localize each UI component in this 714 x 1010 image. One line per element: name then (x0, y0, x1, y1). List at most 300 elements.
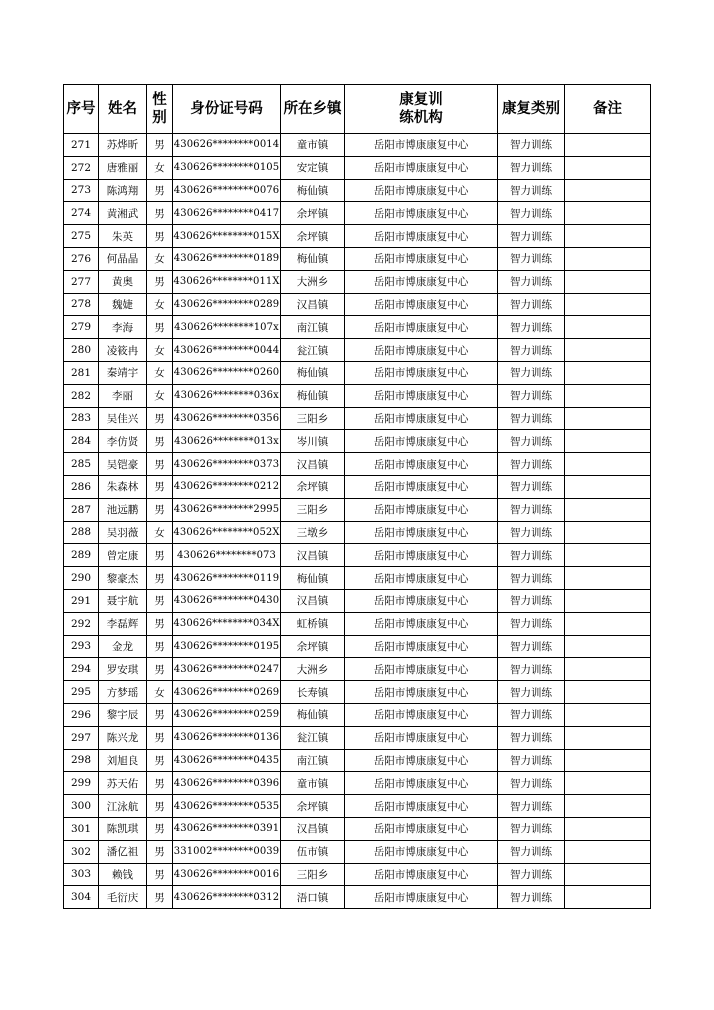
cell-town: 伍市镇 (281, 840, 345, 863)
cell-gender: 男 (147, 430, 173, 453)
cell-category: 智力训练 (498, 407, 565, 430)
cell-gender: 男 (147, 658, 173, 681)
cell-institution: 岳阳市博康康复中心 (345, 430, 498, 453)
table-row (64, 703, 651, 726)
cell-name: 苏烨昕 (99, 134, 147, 157)
cell-name: 唐雅丽 (99, 156, 147, 179)
cell-name: 黄奥 (99, 270, 147, 293)
cell-id-number: 430626********107x (173, 316, 281, 339)
cell-institution: 岳阳市博康康复中心 (345, 293, 498, 316)
table-row (64, 339, 651, 362)
cell-town: 余坪镇 (281, 225, 345, 248)
cell-category: 智力训练 (498, 886, 565, 909)
cell-institution: 岳阳市博康康复中心 (345, 453, 498, 476)
cell-remark (565, 407, 651, 430)
cell-id-number: 430626********0430 (173, 589, 281, 612)
cell-name: 陈兴龙 (99, 726, 147, 749)
cell-remark (565, 726, 651, 749)
cell-institution: 岳阳市博康康复中心 (345, 749, 498, 772)
cell-remark (565, 179, 651, 202)
cell-gender: 女 (147, 681, 173, 704)
cell-name: 黄湘武 (99, 202, 147, 225)
table-row (64, 589, 651, 612)
cell-category: 智力训练 (498, 361, 565, 384)
cell-gender: 女 (147, 293, 173, 316)
cell-name: 黎豪杰 (99, 567, 147, 590)
cell-category: 智力训练 (498, 726, 565, 749)
cell-town: 大洲乡 (281, 270, 345, 293)
cell-town: 汉昌镇 (281, 544, 345, 567)
cell-seq: 288 (64, 521, 99, 544)
table-row (64, 521, 651, 544)
cell-category: 智力训练 (498, 316, 565, 339)
cell-id-number: 430626********2995 (173, 498, 281, 521)
cell-institution: 岳阳市博康康复中心 (345, 225, 498, 248)
cell-category: 智力训练 (498, 156, 565, 179)
cell-remark (565, 453, 651, 476)
cell-town: 长寿镇 (281, 681, 345, 704)
cell-gender: 男 (147, 567, 173, 590)
cell-institution: 岳阳市博康康复中心 (345, 270, 498, 293)
cell-name: 吴铠豪 (99, 453, 147, 476)
cell-town: 三阳乡 (281, 498, 345, 521)
cell-name: 何晶晶 (99, 247, 147, 270)
cell-gender: 女 (147, 339, 173, 362)
cell-remark (565, 316, 651, 339)
cell-remark (565, 361, 651, 384)
cell-seq: 279 (64, 316, 99, 339)
cell-remark (565, 544, 651, 567)
cell-id-number: 430626********011X (173, 270, 281, 293)
cell-seq: 298 (64, 749, 99, 772)
cell-town: 童市镇 (281, 134, 345, 157)
cell-gender: 男 (147, 498, 173, 521)
cell-remark (565, 703, 651, 726)
cell-id-number: 430626********0105 (173, 156, 281, 179)
table-row (64, 430, 651, 453)
cell-category: 智力训练 (498, 635, 565, 658)
cell-id-number: 430626********052X (173, 521, 281, 544)
table-row (64, 384, 651, 407)
cell-gender: 男 (147, 407, 173, 430)
cell-town: 梅仙镇 (281, 361, 345, 384)
cell-remark (565, 384, 651, 407)
cell-id-number: 430626********0136 (173, 726, 281, 749)
cell-category: 智力训练 (498, 681, 565, 704)
cell-category: 智力训练 (498, 544, 565, 567)
cell-remark (565, 134, 651, 157)
cell-town: 梅仙镇 (281, 567, 345, 590)
cell-gender: 男 (147, 179, 173, 202)
cell-remark (565, 225, 651, 248)
cell-seq: 286 (64, 475, 99, 498)
cell-category: 智力训练 (498, 134, 565, 157)
cell-remark (565, 612, 651, 635)
cell-gender: 男 (147, 840, 173, 863)
cell-name: 潘亿祖 (99, 840, 147, 863)
cell-id-number: 430626********0189 (173, 247, 281, 270)
cell-seq: 293 (64, 635, 99, 658)
cell-institution: 岳阳市博康康复中心 (345, 339, 498, 362)
cell-remark (565, 772, 651, 795)
cell-town: 瓮江镇 (281, 339, 345, 362)
cell-town: 余坪镇 (281, 635, 345, 658)
header-institution (345, 85, 498, 134)
cell-name: 秦靖宇 (99, 361, 147, 384)
cell-town: 安定镇 (281, 156, 345, 179)
cell-id-number: 430626********073 (173, 544, 281, 567)
cell-name: 魏婕 (99, 293, 147, 316)
cell-name: 朱森林 (99, 475, 147, 498)
cell-id-number: 430626********0119 (173, 567, 281, 590)
cell-remark (565, 863, 651, 886)
cell-institution: 岳阳市博康康复中心 (345, 658, 498, 681)
cell-name: 李海 (99, 316, 147, 339)
table-row (64, 681, 651, 704)
cell-category: 智力训练 (498, 817, 565, 840)
table-row (64, 453, 651, 476)
cell-category: 智力训练 (498, 589, 565, 612)
cell-name: 曾定康 (99, 544, 147, 567)
cell-name: 凌筱冉 (99, 339, 147, 362)
table-row (64, 247, 651, 270)
cell-remark (565, 886, 651, 909)
cell-name: 陈鸿翔 (99, 179, 147, 202)
cell-gender: 男 (147, 225, 173, 248)
cell-institution: 岳阳市博康康复中心 (345, 384, 498, 407)
cell-gender: 男 (147, 817, 173, 840)
cell-institution: 岳阳市博康康复中心 (345, 202, 498, 225)
cell-id-number: 430626********034X (173, 612, 281, 635)
cell-institution: 岳阳市博康康复中心 (345, 589, 498, 612)
cell-gender: 男 (147, 772, 173, 795)
cell-name: 李仿贤 (99, 430, 147, 453)
cell-institution: 岳阳市博康康复中心 (345, 156, 498, 179)
cell-town: 大洲乡 (281, 658, 345, 681)
cell-gender: 女 (147, 156, 173, 179)
table-row (64, 635, 651, 658)
cell-town: 童市镇 (281, 772, 345, 795)
table-row (64, 726, 651, 749)
cell-seq: 283 (64, 407, 99, 430)
cell-id-number: 430626********0044 (173, 339, 281, 362)
cell-id-number: 430626********0396 (173, 772, 281, 795)
cell-remark (565, 156, 651, 179)
table-row (64, 316, 651, 339)
cell-institution: 岳阳市博康康复中心 (345, 681, 498, 704)
cell-id-number: 430626********013x (173, 430, 281, 453)
table-row (64, 567, 651, 590)
header-seq: 序号 (64, 85, 99, 134)
cell-category: 智力训练 (498, 453, 565, 476)
cell-seq: 299 (64, 772, 99, 795)
table-row (64, 202, 651, 225)
cell-remark (565, 521, 651, 544)
cell-category: 智力训练 (498, 521, 565, 544)
cell-id-number: 430626********0373 (173, 453, 281, 476)
cell-id-number: 430626********036x (173, 384, 281, 407)
cell-seq: 284 (64, 430, 99, 453)
table-row (64, 612, 651, 635)
cell-institution: 岳阳市博康康复中心 (345, 772, 498, 795)
cell-category: 智力训练 (498, 567, 565, 590)
cell-town: 汉昌镇 (281, 817, 345, 840)
cell-town: 余坪镇 (281, 475, 345, 498)
cell-id-number: 430626********0535 (173, 795, 281, 818)
cell-seq: 291 (64, 589, 99, 612)
table-row (64, 772, 651, 795)
cell-gender: 男 (147, 749, 173, 772)
cell-town: 梅仙镇 (281, 179, 345, 202)
cell-id-number: 430626********015X (173, 225, 281, 248)
cell-category: 智力训练 (498, 658, 565, 681)
cell-town: 汉昌镇 (281, 293, 345, 316)
cell-id-number: 331002********0039 (173, 840, 281, 863)
header-row (64, 85, 651, 134)
cell-name: 李磊辉 (99, 612, 147, 635)
rehab-roster-table (63, 84, 651, 909)
cell-seq: 289 (64, 544, 99, 567)
cell-remark (565, 475, 651, 498)
cell-name: 朱英 (99, 225, 147, 248)
cell-gender: 男 (147, 134, 173, 157)
cell-category: 智力训练 (498, 703, 565, 726)
cell-town: 三阳乡 (281, 407, 345, 430)
header-institution-line1: 康复训 (399, 92, 443, 108)
cell-seq: 274 (64, 202, 99, 225)
cell-seq: 282 (64, 384, 99, 407)
header-gender: 性别 (147, 85, 173, 134)
cell-id-number: 430626********0269 (173, 681, 281, 704)
cell-name: 刘旭良 (99, 749, 147, 772)
cell-town: 梅仙镇 (281, 703, 345, 726)
cell-gender: 女 (147, 384, 173, 407)
cell-gender: 男 (147, 795, 173, 818)
cell-institution: 岳阳市博康康复中心 (345, 567, 498, 590)
cell-gender: 男 (147, 475, 173, 498)
cell-gender: 男 (147, 886, 173, 909)
cell-town: 瓮江镇 (281, 726, 345, 749)
cell-remark (565, 567, 651, 590)
cell-gender: 女 (147, 521, 173, 544)
cell-category: 智力训练 (498, 270, 565, 293)
cell-seq: 297 (64, 726, 99, 749)
table-row (64, 134, 651, 157)
cell-institution: 岳阳市博康康复中心 (345, 817, 498, 840)
cell-category: 智力训练 (498, 772, 565, 795)
cell-category: 智力训练 (498, 339, 565, 362)
cell-gender: 男 (147, 270, 173, 293)
cell-seq: 290 (64, 567, 99, 590)
cell-name: 池远鹏 (99, 498, 147, 521)
cell-name: 苏天佑 (99, 772, 147, 795)
cell-town: 三阳乡 (281, 863, 345, 886)
cell-name: 罗安琪 (99, 658, 147, 681)
cell-institution: 岳阳市博康康复中心 (345, 726, 498, 749)
table-row (64, 658, 651, 681)
cell-institution: 岳阳市博康康复中心 (345, 407, 498, 430)
cell-seq: 303 (64, 863, 99, 886)
table-row (64, 863, 651, 886)
table-row (64, 179, 651, 202)
cell-id-number: 430626********0016 (173, 863, 281, 886)
header-remark: 备注 (565, 85, 651, 134)
table-row (64, 749, 651, 772)
cell-gender: 男 (147, 863, 173, 886)
cell-gender: 男 (147, 544, 173, 567)
cell-remark (565, 658, 651, 681)
cell-category: 智力训练 (498, 612, 565, 635)
cell-gender: 男 (147, 635, 173, 658)
cell-name: 赖钱 (99, 863, 147, 886)
cell-institution: 岳阳市博康康复中心 (345, 612, 498, 635)
cell-seq: 272 (64, 156, 99, 179)
cell-category: 智力训练 (498, 430, 565, 453)
table-row (64, 886, 651, 909)
cell-seq: 280 (64, 339, 99, 362)
cell-remark (565, 293, 651, 316)
cell-id-number: 430626********0391 (173, 817, 281, 840)
cell-name: 李丽 (99, 384, 147, 407)
cell-seq: 285 (64, 453, 99, 476)
cell-seq: 295 (64, 681, 99, 704)
table-row (64, 293, 651, 316)
header-town: 所在乡镇 (281, 85, 345, 134)
table-row (64, 795, 651, 818)
cell-gender: 男 (147, 316, 173, 339)
cell-seq: 271 (64, 134, 99, 157)
header-name: 姓名 (99, 85, 147, 134)
cell-remark (565, 339, 651, 362)
cell-name: 吴佳兴 (99, 407, 147, 430)
cell-seq: 278 (64, 293, 99, 316)
cell-town: 浯口镇 (281, 886, 345, 909)
cell-institution: 岳阳市博康康复中心 (345, 795, 498, 818)
cell-institution: 岳阳市博康康复中心 (345, 840, 498, 863)
cell-remark (565, 202, 651, 225)
cell-category: 智力训练 (498, 202, 565, 225)
cell-id-number: 430626********0247 (173, 658, 281, 681)
cell-name: 江泳航 (99, 795, 147, 818)
table-body (64, 134, 651, 909)
cell-gender: 男 (147, 453, 173, 476)
cell-remark (565, 749, 651, 772)
cell-category: 智力训练 (498, 795, 565, 818)
cell-id-number: 430626********0356 (173, 407, 281, 430)
cell-id-number: 430626********0195 (173, 635, 281, 658)
cell-name: 聂宇航 (99, 589, 147, 612)
cell-institution: 岳阳市博康康复中心 (345, 703, 498, 726)
cell-town: 三墩乡 (281, 521, 345, 544)
cell-institution: 岳阳市博康康复中心 (345, 635, 498, 658)
cell-institution: 岳阳市博康康复中心 (345, 316, 498, 339)
table-row (64, 544, 651, 567)
cell-seq: 300 (64, 795, 99, 818)
cell-institution: 岳阳市博康康复中心 (345, 521, 498, 544)
cell-town: 南江镇 (281, 316, 345, 339)
cell-seq: 281 (64, 361, 99, 384)
header-id-number: 身份证号码 (173, 85, 281, 134)
cell-gender: 男 (147, 612, 173, 635)
cell-remark (565, 840, 651, 863)
header-category: 康复类别 (498, 85, 565, 134)
cell-category: 智力训练 (498, 179, 565, 202)
cell-seq: 302 (64, 840, 99, 863)
cell-remark (565, 430, 651, 453)
cell-town: 南江镇 (281, 749, 345, 772)
cell-seq: 273 (64, 179, 99, 202)
cell-id-number: 430626********0289 (173, 293, 281, 316)
cell-category: 智力训练 (498, 247, 565, 270)
cell-id-number: 430626********0435 (173, 749, 281, 772)
table-row (64, 407, 651, 430)
cell-seq: 277 (64, 270, 99, 293)
cell-institution: 岳阳市博康康复中心 (345, 863, 498, 886)
cell-gender: 女 (147, 247, 173, 270)
cell-name: 吴羽薇 (99, 521, 147, 544)
cell-category: 智力训练 (498, 863, 565, 886)
cell-institution: 岳阳市博康康复中心 (345, 475, 498, 498)
header-institution-line2: 练机构 (399, 110, 443, 126)
cell-town: 梅仙镇 (281, 247, 345, 270)
cell-gender: 女 (147, 361, 173, 384)
cell-remark (565, 635, 651, 658)
cell-id-number: 430626********0212 (173, 475, 281, 498)
cell-category: 智力训练 (498, 749, 565, 772)
cell-institution: 岳阳市博康康复中心 (345, 134, 498, 157)
cell-id-number: 430626********0259 (173, 703, 281, 726)
cell-seq: 275 (64, 225, 99, 248)
cell-seq: 287 (64, 498, 99, 521)
cell-town: 虹桥镇 (281, 612, 345, 635)
cell-id-number: 430626********0260 (173, 361, 281, 384)
cell-institution: 岳阳市博康康复中心 (345, 247, 498, 270)
cell-town: 余坪镇 (281, 795, 345, 818)
cell-remark (565, 795, 651, 818)
cell-id-number: 430626********0417 (173, 202, 281, 225)
cell-gender: 男 (147, 589, 173, 612)
cell-institution: 岳阳市博康康复中心 (345, 179, 498, 202)
cell-id-number: 430626********0312 (173, 886, 281, 909)
cell-town: 汉昌镇 (281, 589, 345, 612)
cell-gender: 男 (147, 202, 173, 225)
cell-institution: 岳阳市博康康复中心 (345, 361, 498, 384)
cell-institution: 岳阳市博康康复中心 (345, 544, 498, 567)
cell-town: 梅仙镇 (281, 384, 345, 407)
cell-remark (565, 817, 651, 840)
cell-remark (565, 498, 651, 521)
table-row (64, 498, 651, 521)
table-row (64, 475, 651, 498)
table-row (64, 225, 651, 248)
table-row (64, 840, 651, 863)
cell-remark (565, 270, 651, 293)
cell-town: 岑川镇 (281, 430, 345, 453)
cell-institution: 岳阳市博康康复中心 (345, 886, 498, 909)
cell-gender: 男 (147, 726, 173, 749)
cell-name: 黎宇辰 (99, 703, 147, 726)
cell-id-number: 430626********0014 (173, 134, 281, 157)
cell-remark (565, 589, 651, 612)
cell-seq: 304 (64, 886, 99, 909)
cell-category: 智力训练 (498, 840, 565, 863)
table-row (64, 361, 651, 384)
cell-seq: 301 (64, 817, 99, 840)
cell-seq: 294 (64, 658, 99, 681)
table-row (64, 156, 651, 179)
cell-category: 智力训练 (498, 293, 565, 316)
cell-town: 余坪镇 (281, 202, 345, 225)
